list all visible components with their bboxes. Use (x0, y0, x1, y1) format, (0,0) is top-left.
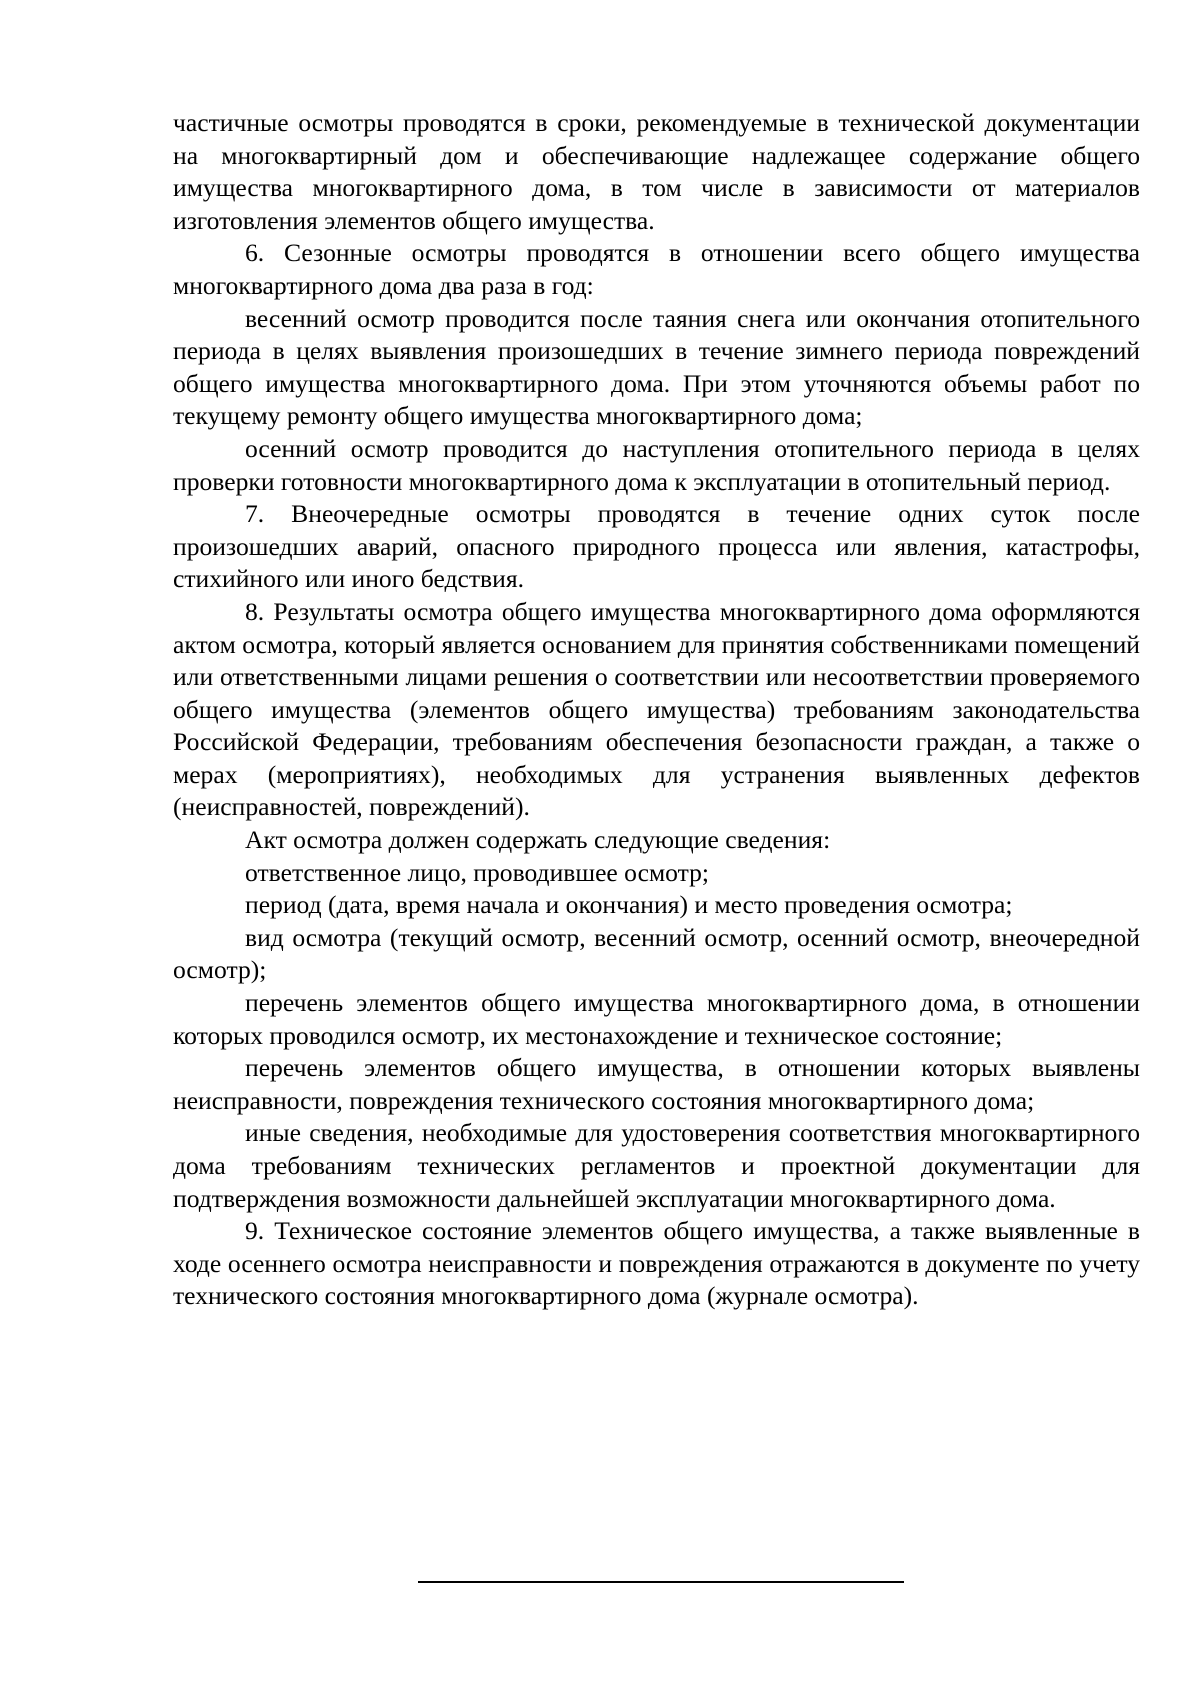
end-of-document-rule (418, 1581, 904, 1583)
paragraph-partial-inspections: частичные осмотры проводятся в сроки, рекомендуемые в технической документации на многоквартирный дом и обеспечивающие надлежащее содержание общего имущества многоквартирного дома, в том числе в зависимости от материалов изготовления элементов общего имущества. (173, 108, 1140, 235)
paragraph-inspection-type: вид осмотра (текущий осмотр, весенний осмотр, осенний осмотр, внеочередной осмотр); (173, 922, 1140, 985)
document-page (173, 107, 1140, 1313)
paragraph-responsible-person: ответственное лицо, проводившее осмотр; (245, 857, 710, 887)
paragraph-spring-inspection: весенний осмотр проводится после таяния снега или окончания отопительного периода в целях выявления произошедших в течение зимнего периода повреждений общего имущества многоквартирного дома. При этом уточняются объемы работ по текущему ремонту общего имущества многоквартирного дома; (173, 303, 1140, 431)
paragraph-inspected-elements: перечень элементов общего имущества многоквартирного дома, в отношении которых проводился осмотр, их местонахождение и техническое состояние; (173, 988, 1140, 1050)
paragraph-period-and-place: период (дата, время начала и окончания) и место проведения осмотра; (245, 890, 1013, 920)
paragraph-9-technical-condition: 9. Техническое состояние элементов общего имущества, а также выявленные в ходе осеннего осмотра неисправности и повреждения отражаются в документе по учету технического состояния многоквартирного дома (журнале осмотра). (173, 1216, 1140, 1311)
paragraph-other-information: иные сведения, необходимые для удостоверения соответствия многоквартирного дома требованиям технических регламентов и проектной документации для подтверждения возможности дальнейшей эксплуатации многоквартирного дома. (173, 1118, 1140, 1213)
paragraph-defective-elements: перечень элементов общего имущества, в отношении которых выявлены неисправности, повреждения технического состояния многоквартирного дома; (173, 1053, 1140, 1115)
paragraph-8-inspection-results: 8. Результаты осмотра общего имущества многоквартирного дома оформляются актом осмотра, который является основанием для принятия собственниками помещений или ответственными лицами решения о соответствии или несоответствии проверяемого общего имущества (элементов общего имущества) требованиям законодательства Российской Федерации, требованиям обеспечения безопасности граждан, а также о мерах (мероприятиях), необходимых для устранения выявленных дефектов (неисправностей, повреждений). (173, 596, 1140, 822)
paragraph-autumn-inspection: осенний осмотр проводится до наступления отопительного периода в целях проверки готовности многоквартирного дома к эксплуатации в отопительный период. (173, 433, 1140, 496)
paragraph-6-seasonal-inspections: 6. Сезонные осмотры проводятся в отношении всего общего имущества многоквартирного дома два раза в год: (173, 238, 1140, 300)
paragraph-act-contents-intro: Акт осмотра должен содержать следующие сведения: (245, 825, 831, 855)
paragraph-7-extraordinary-inspections: 7. Внеочередные осмотры проводятся в течение одних суток после произошедших аварий, опасного природного процесса или явления, катастрофы, стихийного или иного бедствия. (173, 499, 1140, 594)
